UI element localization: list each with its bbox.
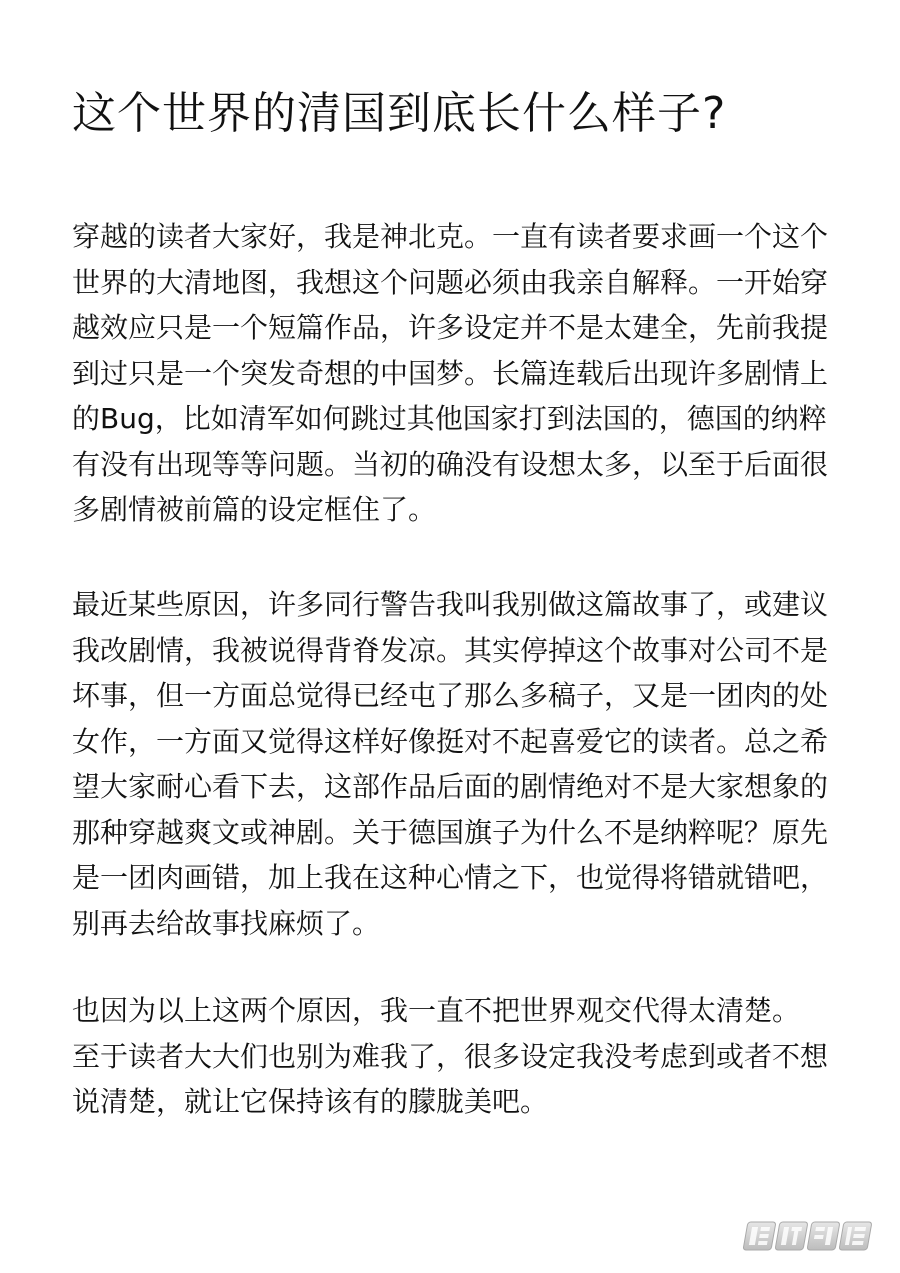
watermark-logo-graphic <box>737 1216 879 1256</box>
paragraph-line: 是一团肉画错，加上我在这种心情之下，也觉得将错就错吧， <box>72 861 829 894</box>
page-title: 这个世界的清国到底长什么样子? <box>72 88 727 139</box>
paragraph-line: 有没有出现等等问题。当初的确没有设想太多，以至于后面很 <box>72 447 829 481</box>
paragraph-line: 坏事，但一方面总觉得已经屯了那么多稿子，又是一团肉的处 <box>72 679 829 712</box>
paragraph-intro <box>72 214 832 533</box>
paragraph-line: 望大家耐心看下去，这部作品后面的剧情绝对不是大家想象的 <box>72 770 829 803</box>
paragraph-line: 女作，一方面又觉得这样好像挺对不起喜爱它的读者。总之希 <box>72 724 829 758</box>
paragraph-line: 我改剧情，我被说得背脊发凉。其实停掉这个故事对公司不是 <box>72 633 829 667</box>
paragraph-line: 那种穿越爽文或神剧。关于德国旗子为什么不是纳粹呢？原先 <box>72 815 829 849</box>
paragraph-line: 多剧情被前篇的设定框住了。 <box>72 493 437 526</box>
paragraph-conclusion <box>72 988 832 1125</box>
paragraph-line: 说清楚，就让它保持该有的朦胧美吧。 <box>72 1085 549 1118</box>
paragraph-line: 别再去给故事找麻烦了。 <box>72 906 381 940</box>
paragraph-line: 到过只是一个突发奇想的中国梦。长篇连载后出现许多剧情上 <box>72 356 829 390</box>
tencent-comic-logo-icon <box>737 1216 879 1256</box>
paragraph-line: 的Bug，比如清军如何跳过其他国家打到法国的，德国的纳粹 <box>72 402 827 435</box>
paragraph-line: 至于读者大大们也别为难我了，很多设定我没考虑到或者不想 <box>72 1039 829 1073</box>
paragraph-line: 也因为以上这两个原因，我一直不把世界观交代得太清楚。 <box>72 994 801 1027</box>
paragraph-line: 世界的大清地图，我想这个问题必须由我亲自解释。一开始穿 <box>72 265 829 299</box>
paragraph-line: 最近某些原因，许多同行警告我叫我别做这篇故事了，或建议 <box>72 588 829 621</box>
paragraph-line: 穿越的读者大家好，我是神北克。一直有读者要求画一个这个 <box>72 220 829 253</box>
paragraph-reasons <box>72 582 832 946</box>
paragraph-line: 越效应只是一个短篇作品，许多设定并不是太建全，先前我提 <box>72 311 829 344</box>
